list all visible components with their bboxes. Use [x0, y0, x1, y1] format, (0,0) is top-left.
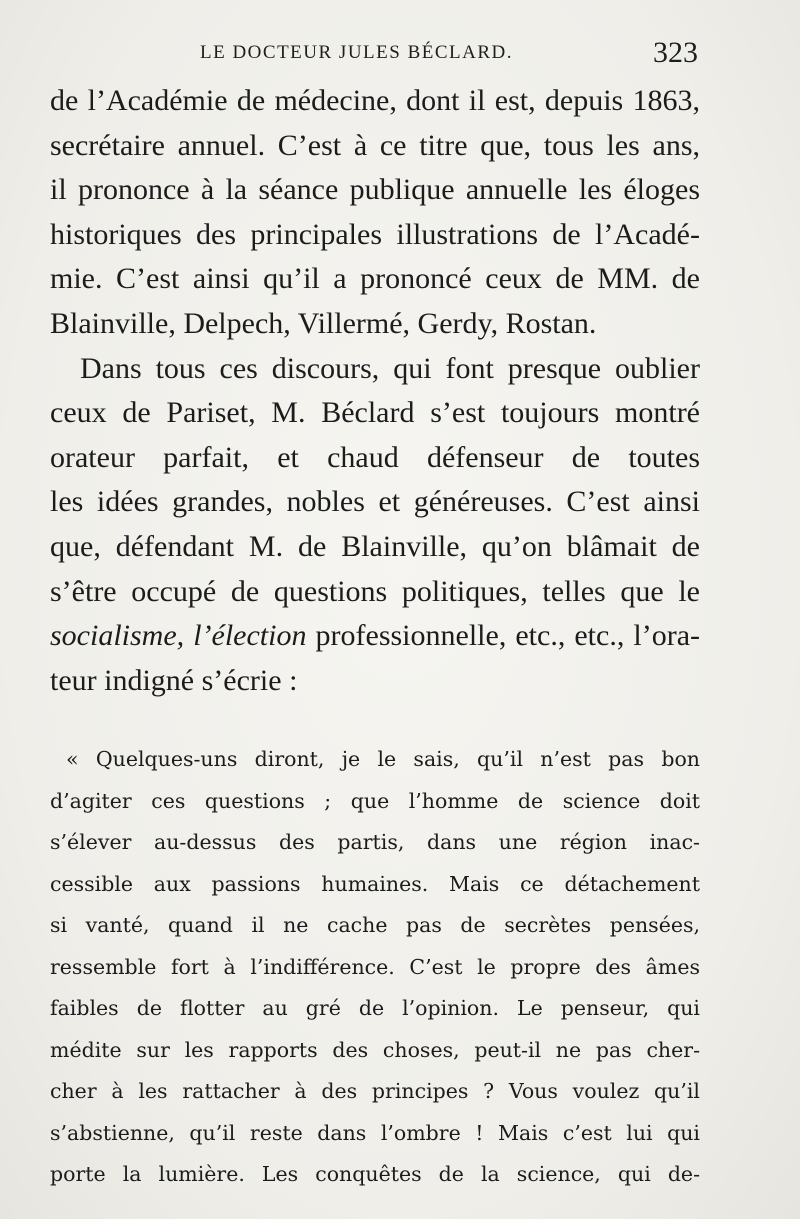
page-number: 323	[653, 36, 698, 69]
text-fragment: professionnelle, etc., etc., l’ora-	[315, 619, 700, 653]
text-line: ceux de Pariset, M. Béclard s’est toujours montré	[50, 396, 700, 430]
quotation-block	[50, 739, 700, 1196]
text-line: les idées grandes, nobles et généreuses. C’est ainsi	[50, 485, 700, 519]
text-line: il prononce à la séance publique annuelle les éloges	[50, 173, 700, 207]
quote-line: s’élever au-dessus des partis, dans une région inac-	[50, 830, 700, 854]
text-line: teur indigné s’écrie :	[50, 663, 298, 697]
running-head: LE DOCTEUR JULES BÉCLARD.	[200, 42, 513, 63]
quote-line: cessible aux passions humaines. Mais ce détachement	[50, 871, 700, 896]
quote-line: si vanté, quand il ne cache pas de secrètes pensées,	[50, 913, 700, 937]
italic-term: l’élection	[193, 619, 307, 653]
quote-line: « Quelques-uns diront, je le sais, qu’il n’est pas bon	[66, 747, 700, 771]
page-header	[200, 36, 698, 76]
text-line: orateur parfait, et chaud défenseur de toutes	[50, 440, 700, 474]
text-line: s’être occupé de questions politiques, telles que le	[50, 574, 700, 608]
text-line: Dans tous ces discours, qui font presque oublier	[80, 351, 700, 385]
quote-line: médite sur les rapports des choses, peut-il ne pas cher-	[50, 1037, 700, 1062]
text-line: mie. C’est ainsi qu’il a prononcé ceux de MM. de	[50, 262, 700, 296]
quote-line: d’agiter ces questions ; que l’homme de science doit	[50, 788, 700, 813]
text-line: Blainville, Delpech, Villermé, Gerdy, Rostan.	[50, 306, 597, 340]
italic-term: socialisme,	[50, 619, 185, 653]
text-line: historiques des principales illustrations de l’Acadé-	[50, 217, 700, 251]
quote-line: faibles de flotter au gré de l’opinion. Le penseur, qui	[50, 996, 700, 1020]
body-paragraphs	[50, 79, 700, 703]
quote-line: s’abstienne, qu’il reste dans l’ombre ! Mais c’est lui qui	[50, 1120, 700, 1145]
quote-line: cher à les rattacher à des principes ? Vous voulez qu’il	[50, 1079, 700, 1103]
text-line-italic	[50, 614, 700, 659]
text-line: que, défendant M. de Blainville, qu’on blâmait de	[50, 529, 700, 563]
text-line: secrétaire annuel. C’est à ce titre que, tous les ans,	[50, 128, 700, 162]
quote-line: porte la lumière. Les conquêtes de la science, qui de-	[50, 1162, 700, 1186]
text-line: de l’Académie de médecine, dont il est, depuis 1863,	[50, 84, 700, 117]
quote-line: ressemble fort à l’indifférence. C’est le propre des âmes	[50, 954, 700, 979]
